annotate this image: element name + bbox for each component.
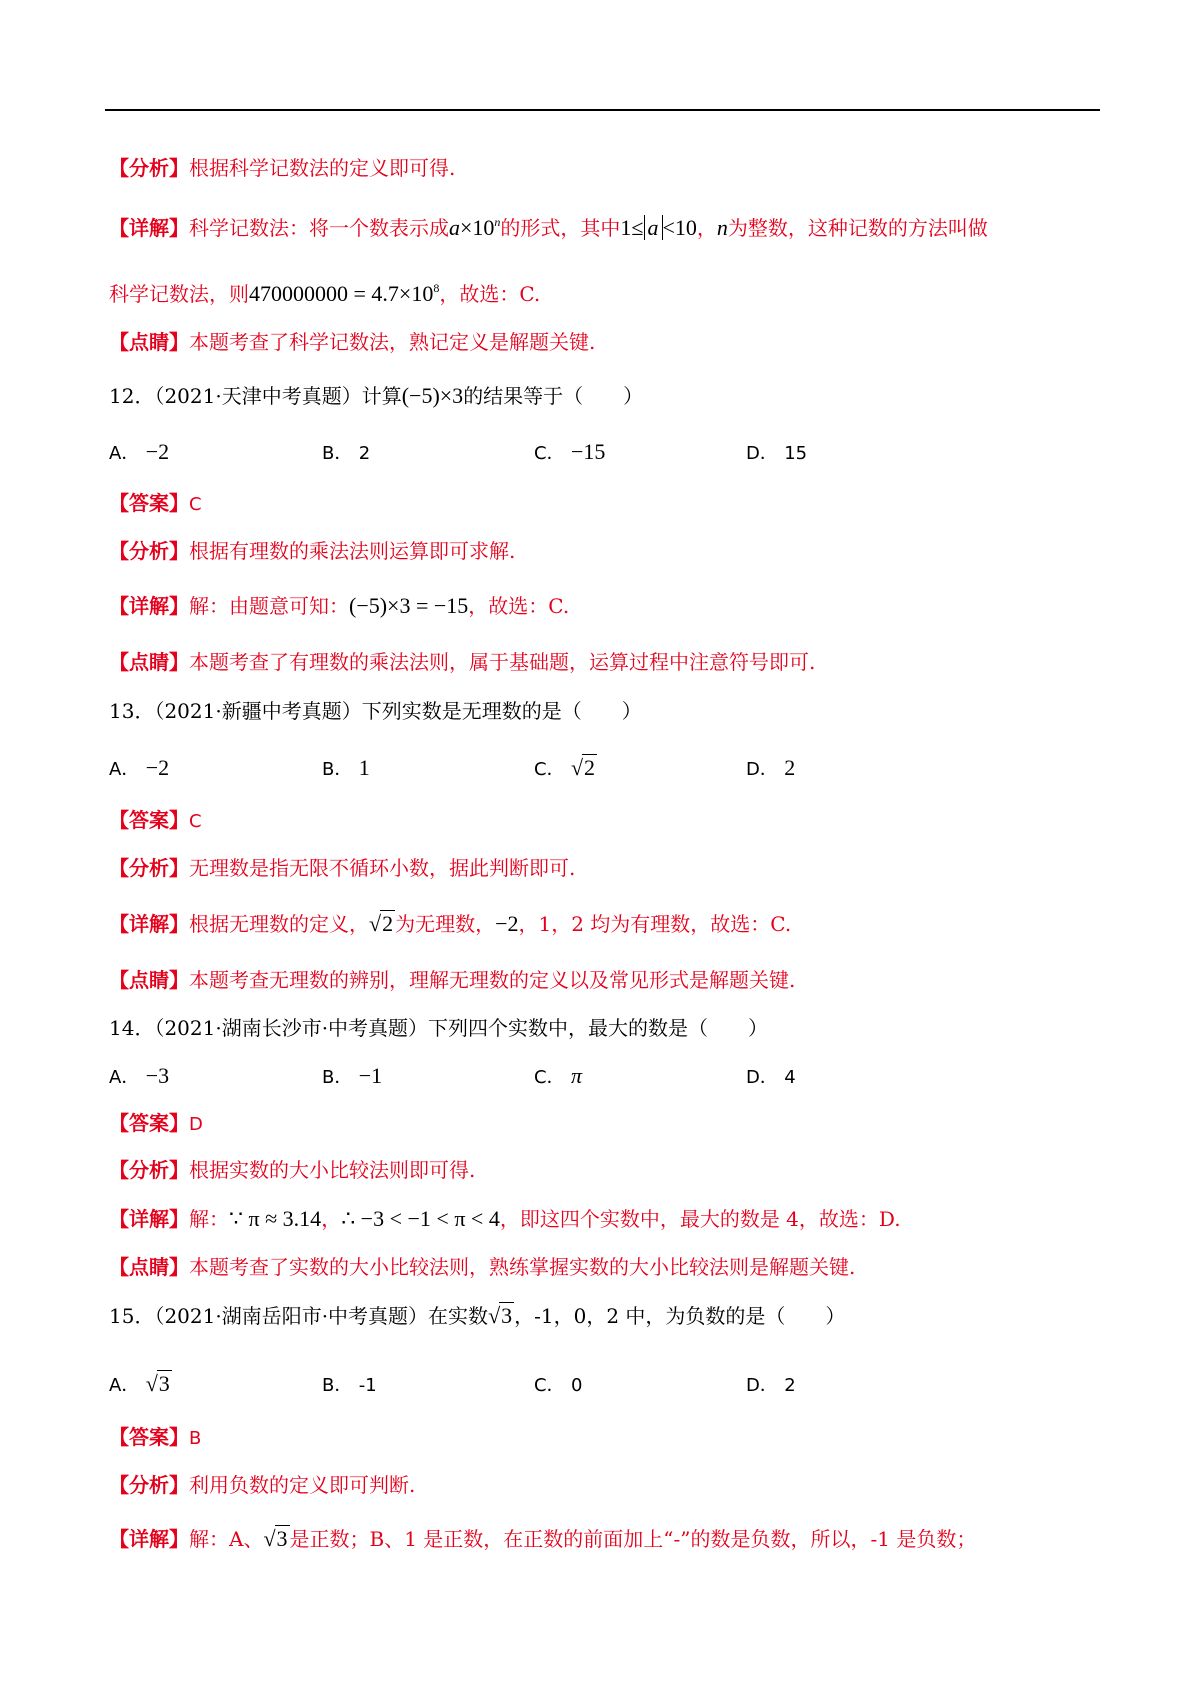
detail-text: 科学记数法：将一个数表示成 xyxy=(189,216,449,240)
answer-tag: 【答案】 xyxy=(109,1425,189,1449)
q13-comment xyxy=(109,966,795,994)
q14-comment xyxy=(109,1253,855,1281)
detail-text: 为整数，这种记数的方法叫做 xyxy=(727,216,988,240)
analysis-text: 根据有理数的乘法法则运算即可求解. xyxy=(189,539,516,563)
question-stem: 14．（2021·湖南长沙市·中考真题）下列四个实数中，最大的数是（ ） xyxy=(109,1016,769,1040)
math-expr: $a\times 10^n$ xyxy=(449,215,501,240)
detail-text: 的形式，其中 xyxy=(500,216,621,240)
detail-tag: 【详解】 xyxy=(109,594,189,618)
q15-detail xyxy=(109,1525,976,1553)
analysis-tag: 【分析】 xyxy=(109,856,189,880)
detail-text: ， xyxy=(321,1207,342,1231)
detail-text: 科学记数法，则 xyxy=(109,282,249,306)
math-expr: (−5)×3 xyxy=(401,383,464,408)
q12-answer xyxy=(109,489,202,519)
q12-option-c: C． −15 xyxy=(534,439,606,464)
q14-stem xyxy=(109,1014,768,1042)
analysis-text: 根据科学记数法的定义即可得. xyxy=(189,156,456,180)
q15-option-d: D． 2 xyxy=(746,1375,796,1396)
analysis-text: 无理数是指无限不循环小数，据此判断即可. xyxy=(189,856,576,880)
sqrt-symbol: √2 xyxy=(369,911,394,936)
q12-detail xyxy=(109,592,569,620)
detail-tag: 【详解】 xyxy=(109,912,189,936)
comment-tag: 【点睛】 xyxy=(109,650,189,674)
comment-tag: 【点睛】 xyxy=(109,968,189,992)
math-expr: n xyxy=(716,215,728,240)
q14-detail xyxy=(109,1205,901,1233)
q15-option-c: C． 0 xyxy=(534,1375,583,1396)
detail-text: ，故选：C. xyxy=(468,594,570,618)
comment-text: 本题考查无理数的辨别，理解无理数的定义以及常见形式是解题关键. xyxy=(189,968,796,992)
math-expr: ∴ −3 < −1 < π < 4 xyxy=(341,1206,500,1231)
question-stem: 的结果等于（ ） xyxy=(463,384,644,408)
detail-text: 为无理数， xyxy=(395,912,496,936)
q12-analysis xyxy=(109,537,515,565)
q14-answer xyxy=(109,1109,203,1139)
detail-tag: 【详解】 xyxy=(109,1527,189,1551)
q14-option-b: B． −1 xyxy=(322,1063,383,1088)
sqrt-symbol: √3 xyxy=(488,1303,513,1328)
comment-tag: 【点睛】 xyxy=(109,1255,189,1279)
math-expr: (−5)×3 = −15 xyxy=(349,593,469,618)
detail-text: ， xyxy=(696,216,717,240)
analysis-text: 根据实数的大小比较法则即可得. xyxy=(189,1158,476,1182)
q11-detail-line1 xyxy=(109,208,988,242)
detail-tag: 【详解】 xyxy=(109,1207,189,1231)
q14-option-c: C． π xyxy=(534,1063,582,1088)
analysis-tag: 【分析】 xyxy=(109,539,189,563)
answer-value: C xyxy=(189,811,202,832)
q13-option-d: D． 2 xyxy=(746,755,796,780)
detail-text: 解： xyxy=(189,1207,229,1231)
analysis-text: 利用负数的定义即可判断. xyxy=(189,1473,416,1497)
comment-tag: 【点睛】 xyxy=(109,330,189,354)
math-expr: 1≤ a <10 xyxy=(620,215,697,240)
question-stem: 15．（2021·湖南岳阳市·中考真题）在实数 xyxy=(109,1304,489,1328)
q15-analysis xyxy=(109,1471,415,1499)
sqrt-symbol: √2 xyxy=(570,755,596,780)
question-stem: ，-1，0，2 中，为负数的是（ ） xyxy=(514,1304,846,1328)
math-expr: $470000000 = 4.7\times 10^8$ xyxy=(249,281,440,306)
detail-text: ，故选：C. xyxy=(439,282,541,306)
detail-text: ，1，2 均为有理数，故选：C. xyxy=(518,912,792,936)
q12-comment xyxy=(109,648,815,676)
detail-text: ，即这四个实数中，最大的数是 4，故选：D. xyxy=(499,1207,901,1231)
math-expr: ∵ π ≈ 3.14 xyxy=(229,1206,322,1231)
math-expr: −2 xyxy=(495,911,519,936)
header-rule xyxy=(105,109,1100,111)
q12-option-b: B． 2 xyxy=(322,443,371,464)
analysis-tag: 【分析】 xyxy=(109,1473,189,1497)
answer-tag: 【答案】 xyxy=(109,491,189,515)
sqrt-symbol: √3 xyxy=(145,1371,170,1396)
question-stem: 13．（2021·新疆中考真题）下列实数是无理数的是（ ） xyxy=(109,699,642,723)
answer-tag: 【答案】 xyxy=(109,808,189,832)
q13-answer xyxy=(109,806,202,836)
q13-analysis xyxy=(109,854,575,882)
q14-option-a: A． −3 xyxy=(109,1063,170,1088)
comment-text: 本题考查了有理数的乘法法则，属于基础题，运算过程中注意符号即可. xyxy=(189,650,816,674)
q12-option-d: D． 15 xyxy=(746,443,808,464)
detail-text: 根据无理数的定义， xyxy=(189,912,369,936)
q13-option-b: B． 1 xyxy=(322,755,370,780)
analysis-tag: 【分析】 xyxy=(109,1158,189,1182)
answer-value: C xyxy=(189,494,202,515)
q12-stem xyxy=(109,382,643,410)
q12-option-a: A． −2 xyxy=(109,439,170,464)
sqrt-symbol: √3 xyxy=(263,1526,288,1551)
q15-answer xyxy=(109,1423,201,1453)
detail-text: 解：由题意可知： xyxy=(189,594,349,618)
q11-detail-line2 xyxy=(109,274,540,308)
answer-value: B xyxy=(189,1428,202,1449)
q15-stem xyxy=(109,1302,845,1330)
q14-option-d: D． 4 xyxy=(746,1067,796,1088)
q14-analysis xyxy=(109,1156,475,1184)
q15-option-b: B． -1 xyxy=(322,1375,377,1396)
answer-tag: 【答案】 xyxy=(109,1111,189,1135)
q13-option-c: C． √2 xyxy=(534,755,596,780)
detail-tag: 【详解】 xyxy=(109,216,189,240)
comment-text: 本题考查了科学记数法，熟记定义是解题关键. xyxy=(189,330,596,354)
answer-value: D xyxy=(189,1114,203,1135)
question-stem: 12．（2021·天津中考真题）计算 xyxy=(109,384,402,408)
comment-text: 本题考查了实数的大小比较法则，熟练掌握实数的大小比较法则是解题关键. xyxy=(189,1255,856,1279)
q15-option-a: A． √3 xyxy=(109,1371,170,1396)
q13-detail xyxy=(109,910,791,938)
analysis-tag: 【分析】 xyxy=(109,156,189,180)
q11-analysis xyxy=(109,154,455,182)
q13-stem xyxy=(109,697,642,725)
q13-option-a: A． −2 xyxy=(109,755,170,780)
q11-comment xyxy=(109,328,595,356)
detail-text: 解：A、 xyxy=(189,1527,264,1551)
detail-text: 是正数；B、1 是正数，在正数的前面加上“-”的数是负数，所以，-1 是负数； xyxy=(289,1527,977,1551)
